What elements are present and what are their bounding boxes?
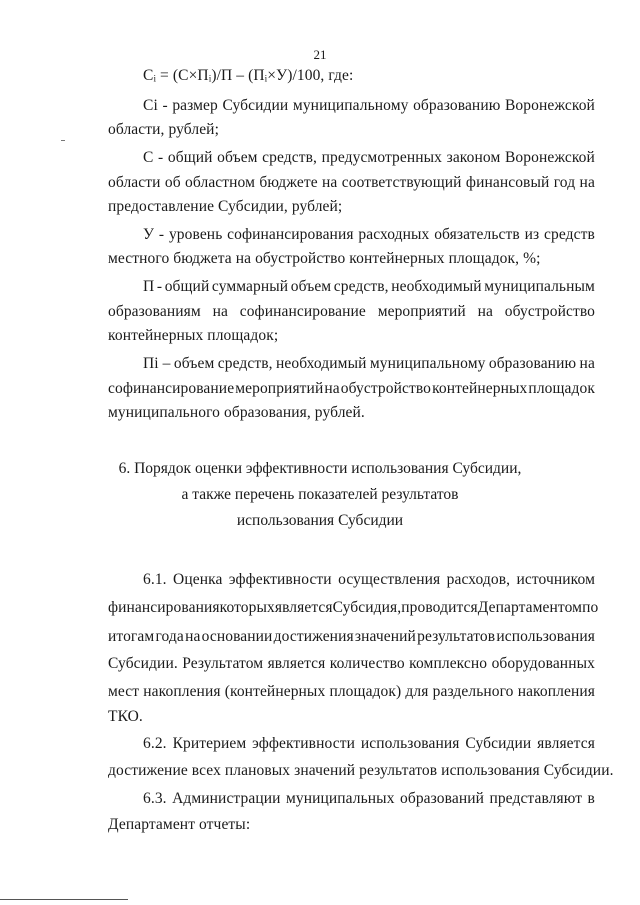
word: об bbox=[164, 174, 181, 191]
word: контейнерных bbox=[432, 380, 528, 397]
word: общий bbox=[164, 278, 210, 295]
word: Оценка bbox=[173, 571, 223, 588]
word: предусмотренных bbox=[321, 149, 443, 166]
word: муниципальному bbox=[292, 97, 409, 114]
margin-mark bbox=[61, 140, 65, 141]
section-heading-line3: использования Субсидии bbox=[236, 512, 404, 529]
word: представляют bbox=[489, 790, 583, 807]
para-6-1-line2 bbox=[108, 598, 599, 618]
word: мест bbox=[108, 683, 140, 700]
word: накопления bbox=[517, 683, 595, 700]
word: средств, bbox=[217, 355, 273, 372]
para-6-3-line1 bbox=[143, 789, 595, 809]
word: на bbox=[322, 174, 338, 191]
word: площадок bbox=[528, 380, 595, 397]
word: Администрации bbox=[172, 790, 281, 807]
word: муниципальному bbox=[369, 355, 486, 372]
word: которых bbox=[219, 599, 275, 616]
word: - bbox=[158, 226, 165, 243]
word: С bbox=[143, 149, 154, 166]
word: средств, bbox=[262, 149, 318, 166]
word: 6.2. bbox=[143, 735, 167, 752]
word: соответствующий bbox=[341, 174, 462, 191]
para-6-2-line2: достижение всех плановых значений результатов использования Субсидии. bbox=[108, 762, 614, 779]
word: областном bbox=[185, 174, 256, 191]
para-6-1-line6: ТКО. bbox=[108, 708, 143, 725]
word: количество bbox=[329, 655, 405, 672]
def-p-line3: контейнерных площадок; bbox=[108, 327, 279, 344]
word: обустройство bbox=[340, 380, 432, 397]
word: законом bbox=[446, 149, 501, 166]
word: по bbox=[582, 599, 599, 616]
word: Субсидии bbox=[465, 735, 532, 752]
word: муниципальным bbox=[484, 278, 595, 295]
word: образований bbox=[399, 790, 485, 807]
word: является bbox=[274, 599, 333, 616]
word: раздельного bbox=[432, 683, 514, 700]
def-pi-line3: муниципального образования, рублей. bbox=[108, 404, 365, 421]
word: Воронежской bbox=[504, 97, 595, 114]
word: Департаментом bbox=[477, 599, 583, 616]
section-heading-line2: а также перечень показателей результатов bbox=[181, 486, 459, 503]
para-6-2-line1 bbox=[143, 734, 595, 754]
word: комплексно bbox=[409, 655, 488, 672]
word: на bbox=[212, 303, 228, 320]
word: области bbox=[108, 174, 161, 191]
word: на bbox=[579, 355, 595, 372]
word: использования bbox=[496, 628, 595, 645]
word: Критерием bbox=[172, 735, 247, 752]
word: общий bbox=[167, 149, 213, 166]
word: объем bbox=[290, 278, 332, 295]
word: необходимый bbox=[391, 278, 482, 295]
word: суммарный bbox=[211, 278, 289, 295]
word: мероприятий bbox=[235, 380, 324, 397]
def-c-line1 bbox=[143, 148, 595, 168]
para-6-1-line3 bbox=[108, 627, 595, 647]
word: результатов bbox=[417, 628, 496, 645]
word: оборудованных bbox=[491, 655, 595, 672]
word: бюджете bbox=[259, 174, 318, 191]
word: эффективности bbox=[228, 571, 332, 588]
def-c-line3: предоставление Субсидии, рублей; bbox=[108, 198, 343, 215]
word: обязательств bbox=[434, 226, 520, 243]
word: итогам bbox=[108, 628, 155, 645]
page-number: 21 bbox=[313, 47, 327, 62]
word: финансирования bbox=[108, 599, 220, 616]
def-p-line1 bbox=[143, 277, 595, 297]
word: основании bbox=[201, 628, 273, 645]
word: софинансирование bbox=[239, 303, 366, 320]
word: площадок) bbox=[329, 683, 402, 700]
word: Субсидия, bbox=[332, 599, 402, 616]
word: 6.1. bbox=[143, 571, 167, 588]
word: для bbox=[405, 683, 429, 700]
word: осуществления bbox=[338, 571, 441, 588]
word: год bbox=[553, 174, 576, 191]
word: расходных bbox=[358, 226, 430, 243]
word: Субсидии bbox=[222, 97, 289, 114]
word: использования bbox=[360, 735, 460, 752]
word: размер bbox=[172, 97, 218, 114]
word: муниципальных bbox=[285, 790, 395, 807]
word: уровень bbox=[168, 226, 223, 243]
word: П bbox=[143, 278, 155, 295]
word: объем bbox=[217, 149, 258, 166]
word: на bbox=[477, 303, 493, 320]
word: в bbox=[587, 790, 595, 807]
def-p-line2 bbox=[108, 302, 595, 322]
word: Сi bbox=[143, 97, 158, 114]
def-pi-line1 bbox=[143, 354, 595, 374]
word: средств bbox=[544, 226, 595, 243]
word: на bbox=[324, 380, 340, 397]
word: - bbox=[156, 278, 163, 295]
word: - bbox=[162, 97, 168, 114]
word: из bbox=[524, 226, 540, 243]
word: мероприятий bbox=[377, 303, 466, 320]
word: Воронежской bbox=[504, 149, 595, 166]
word: образованиям bbox=[108, 303, 201, 320]
word: объем bbox=[173, 355, 215, 372]
word: на bbox=[579, 174, 595, 191]
def-ci-line1 bbox=[143, 96, 595, 116]
word: года bbox=[155, 628, 184, 645]
word: на bbox=[185, 628, 201, 645]
def-ci-line2: области, рублей; bbox=[108, 121, 219, 138]
word: значений bbox=[354, 628, 416, 645]
word: расходов, bbox=[446, 571, 511, 588]
word: накопления bbox=[143, 683, 221, 700]
word: Пi – bbox=[143, 355, 171, 372]
footnote-rule bbox=[0, 899, 128, 900]
def-c-line2 bbox=[108, 173, 595, 193]
para-6-3-line2: Департамент отчеты: bbox=[108, 816, 251, 833]
word: является bbox=[537, 735, 595, 752]
para-6-1-line1 bbox=[143, 570, 595, 590]
word: обустройство bbox=[504, 303, 595, 320]
word: средств, bbox=[333, 278, 389, 295]
section-heading-line1: 6. Порядок оценки эффективности использования Субсидии, bbox=[118, 460, 522, 477]
para-6-1-line4 bbox=[108, 654, 595, 674]
word: Результатом bbox=[182, 655, 264, 672]
word: проводится bbox=[401, 599, 478, 616]
word: софинансирования bbox=[227, 226, 354, 243]
word: (контейнерных bbox=[224, 683, 326, 700]
word: достижения bbox=[273, 628, 354, 645]
word: является bbox=[267, 655, 326, 672]
word: финансовый bbox=[465, 174, 550, 191]
def-u-line2: местного бюджета на обустройство контейнерных площадок, %; bbox=[108, 250, 541, 267]
word: 6.3. bbox=[143, 790, 167, 807]
word: источником bbox=[516, 571, 595, 588]
word: софинансирование bbox=[108, 380, 235, 397]
word: образованию bbox=[488, 355, 577, 372]
word: - bbox=[158, 149, 164, 166]
def-u-line1 bbox=[143, 225, 595, 245]
word: эффективности bbox=[252, 735, 355, 752]
formula-line: Cᵢ = (С×Пᵢ)/П – (Пᵢ×У)/100, где: bbox=[143, 67, 354, 84]
def-pi-line2 bbox=[108, 379, 595, 399]
word: необходимый bbox=[276, 355, 367, 372]
word: У bbox=[143, 226, 155, 243]
word: образованию bbox=[413, 97, 501, 114]
para-6-1-line5 bbox=[108, 682, 595, 702]
word: Субсидии. bbox=[108, 655, 178, 672]
